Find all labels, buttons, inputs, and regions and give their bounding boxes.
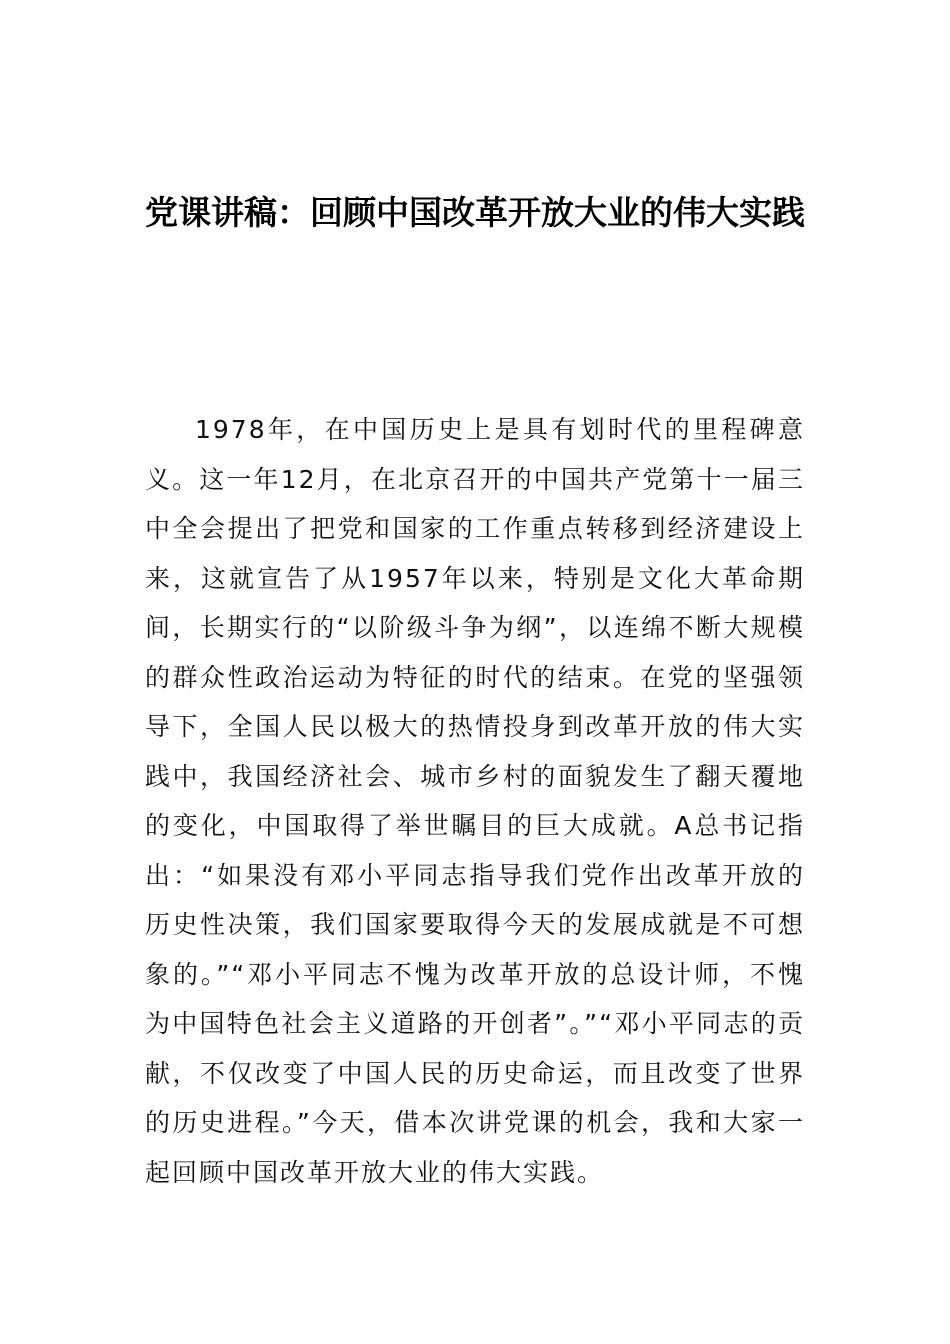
document-title: 党课讲稿：回顾中国改革开放大业的伟大实践 (145, 193, 805, 232)
body-paragraph: 1978年，在中国历史上是具有划时代的里程碑意义。这一年12月，在北京召开的中国共产党第十一届三中全会提出了把党和国家的工作重点转移到经济建设上来，这就宣告了从1957年以来，特别是文化大革命期间，长期实行的“以阶级斗争为纲”，以连绵不断大规模的群众性政治运动为特征的时代的结束。在党的坚强领导下，全国人民以极大的热情投身到改革开放的伟大实践中，我国经济社会、城市乡村的面貌发生了翻天覆地的变化，中国取得了举世瞩目的巨大成就。A总书记指出：“如果没有邓小平同志指导我们党作出改革开放的历史性决策，我们国家要取得今天的发展成就是不可想象的。”“邓小平同志不愧为改革开放的总设计师，不愧为中国特色社会主义道路的开创者”。”“邓小平同志的贡献，不仅改变了中国人民的历史命运，而且改变了世界的历史进程。”今天，借本次讲党课的机会，我和大家一起回顾中国改革开放大业的伟大实践。 (145, 415, 805, 1187)
